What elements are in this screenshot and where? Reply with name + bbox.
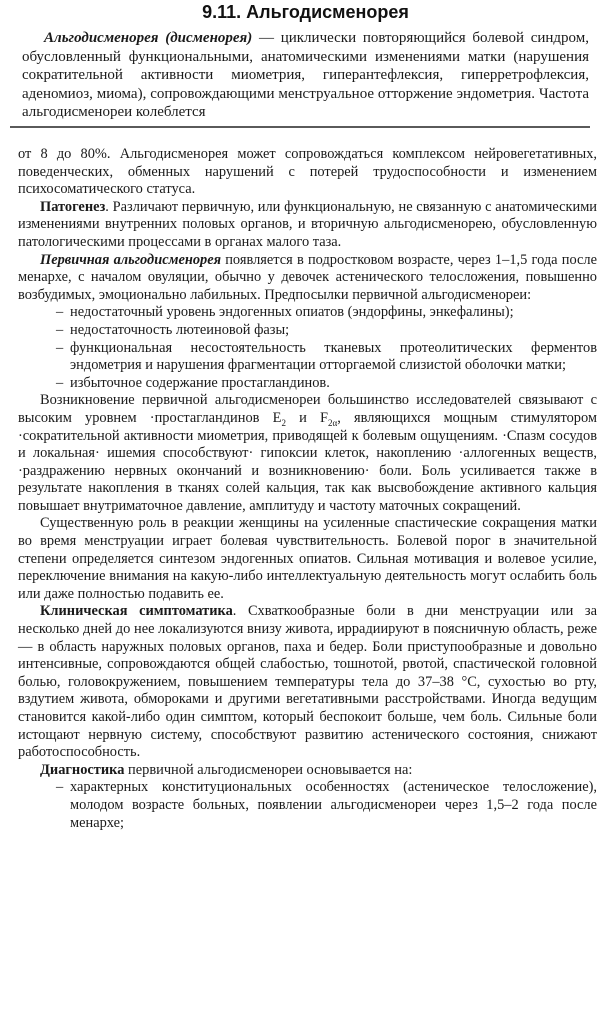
section-title: 9.11. Альгодисменорея xyxy=(202,2,409,22)
clinical-text: . Схваткообразные боли в дни менструации или за несколько дней до нее локализуются внизу живота, иррадиируют в поясничную область, реже — в область наружных половых органов, паха и бедер. Боли приступообразные и довольно интенсивные, сопровождаются общей слабостью, тошнотой, рвотой, спастической головной болью, головокружением, повышением температуры тела до 37–38 °С, сухостью во рту, вздутием живота, обмороками и другими вегетативными расстройствами. Иногда ведущим становится какой-либо один симптом, который беспокоит больше, чем боль. Сильные боли истощают нервную систему, способствуют развитию астенического состояния, снижают работоспособность. xyxy=(18,603,597,761)
perception-paragraph: Существенную роль в реакции женщины на усиленные спастические сокращения матки во время менструации играет болевая чувствительность. Болевой порог в значительной степени определяется синтезом эндогенных опиатов. Сильная мотивация и волевое усилие, переключение внимания на какую-либо интеллектуальную деятельность могут ослабить боль или даже полностью подавить ее. xyxy=(18,515,597,602)
clinical-heading: Клиническая симптоматика xyxy=(40,603,233,620)
primary-prerequisites-list xyxy=(18,304,597,392)
main-text xyxy=(0,146,611,832)
mechanism-subscript-1: 2 xyxy=(281,417,286,428)
clinical-paragraph xyxy=(18,603,597,761)
list-item: – недостаточный уровень эндогенных опиатов (эндорфины, энкефалины); xyxy=(56,304,597,322)
intro-paragraph xyxy=(0,29,611,122)
diagnostics-paragraph xyxy=(18,762,597,780)
pathogenesis-paragraph xyxy=(18,199,597,252)
diagnostics-list xyxy=(18,779,597,832)
intro-text: — циклически повторяющийся болевой синдром, обусловленный функциональными, анатомическими изменениями матки (нарушения сократительной активности миометрия, гиперантефлексия, гиперретрофлексия, аденомиоз, миома), сопровождающими менструальное отторжение эндометрия. Частота альгодисменореи колеблется xyxy=(22,30,589,121)
page-divider xyxy=(10,126,590,128)
diagnostics-text: первичной альгодисменореи основывается на: xyxy=(124,761,413,778)
list-item: – функциональная несостоятельность тканевых протеолитических ферментов эндометрия и нарушения фрагментации отторгаемой слизистой оболочки матки; xyxy=(56,340,597,375)
mechanism-text-2: и F xyxy=(285,409,329,426)
pathogenesis-heading: Патогенез xyxy=(40,198,106,215)
pathogenesis-text: . Различают первичную, или функциональную, не связанную с анатомическими изменениями внутренних половых органов, и вторичную альгодисменорею, обусловленную патологическими процессами в органах малого таза. xyxy=(18,198,597,250)
primary-text: появляется в подростковом возрасте, через 1–1,5 года после менархе, с началом овуляции, обычно у девочек астенического телосложения, повышенно возбудимых, эмоционально лабильных. Предпосылки первичной альгодисменореи: xyxy=(18,251,597,303)
list-item: – недостаточность лютеиновой фазы; xyxy=(56,322,597,340)
primary-term: Первичная альгодисменорея xyxy=(40,251,222,268)
mechanism-subscript-2: 2α xyxy=(328,417,338,428)
primary-paragraph xyxy=(18,252,597,305)
mechanism-paragraph xyxy=(18,392,597,515)
mechanism-text-1: Возникновение первичной альгодисменореи большинство исследователей связывают с высоким уровнем ·простагландинов E xyxy=(18,392,597,426)
continuation-paragraph: от 8 до 80%. Альгодисменорея может сопровождаться комплексом нейровегетативных, поведенческих, обменных нарушений с потерей трудоспособности и изменением психосоматического статуса. xyxy=(18,146,597,198)
mechanism-text-3: , являющихся мощным стимулятором ·сократительной активности миометрия, приводящей к болевым ощущениям. ·Спазм сосудов и локальная· ишемия способствуют· гипоксии клеток, накоплению ·аллогенных веществ, ·раздражению нервных окончаний и возникновению· боли. Боль усиливается также в результате накопления в тканях солей кальция, так как высвобождение активного кальция повышает внутриматочное давление, амплитуду и частоту маточных сокращений. xyxy=(18,409,597,514)
list-item: – избыточное содержание простагландинов. xyxy=(56,375,597,393)
list-item: – характерных конституциональных особенностях (астеническое телосложение), молодом возрасте больных, появлении альгодисменореи через 1,5–2 года после менархе; xyxy=(56,779,597,832)
intro-term: Альгодисменорея (дисменорея) xyxy=(44,30,253,46)
diagnostics-heading: Диагностика xyxy=(40,761,125,778)
